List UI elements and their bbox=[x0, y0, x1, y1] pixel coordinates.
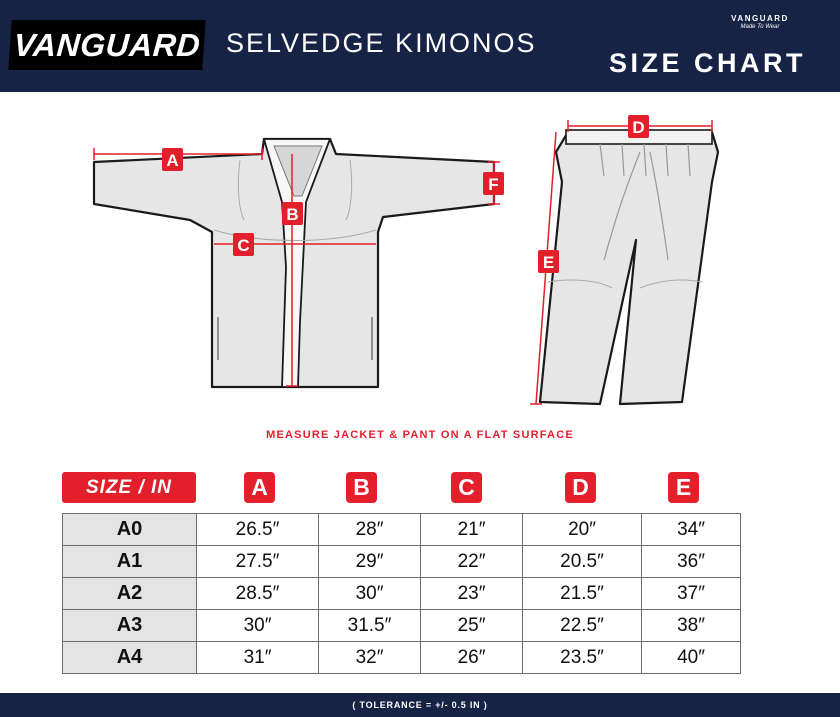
garment-diagram bbox=[0, 92, 840, 422]
svg-text:D: D bbox=[632, 118, 645, 137]
column-badge-c: C bbox=[451, 472, 482, 503]
brand-tagline: Made To Wear bbox=[740, 24, 780, 30]
table-cell: 21.5″ bbox=[523, 578, 642, 610]
header-banner bbox=[0, 0, 840, 92]
table-cell: 23.5″ bbox=[523, 642, 642, 674]
measurement-instruction: MEASURE JACKET & PANT ON A FLAT SURFACE bbox=[266, 429, 574, 441]
pant-outline bbox=[540, 132, 718, 404]
table-cell: 30″ bbox=[197, 610, 319, 642]
table-cell: 31.5″ bbox=[319, 610, 421, 642]
vanguard-logo: VANGUARD bbox=[8, 20, 205, 70]
table-row bbox=[63, 546, 741, 578]
table-cell: 27.5″ bbox=[197, 546, 319, 578]
table-cell: 28.5″ bbox=[197, 578, 319, 610]
column-badge-a: A bbox=[244, 472, 275, 503]
table-cell: 26.5″ bbox=[197, 514, 319, 546]
table-cell: 36″ bbox=[642, 546, 741, 578]
svg-text:B: B bbox=[286, 205, 299, 224]
tolerance-note: ( TOLERANCE = +/- 0.5 IN ) bbox=[352, 700, 488, 710]
svg-text:F: F bbox=[488, 175, 499, 194]
diagram-label-b bbox=[282, 202, 303, 225]
table-row bbox=[63, 642, 741, 674]
size-cell: A4 bbox=[63, 642, 197, 674]
pant-illustration bbox=[540, 130, 718, 404]
table-cell: 40″ bbox=[642, 642, 741, 674]
table-cell: 20″ bbox=[523, 514, 642, 546]
size-chart-heading: SIZE CHART bbox=[609, 48, 806, 78]
size-cell: A0 bbox=[63, 514, 197, 546]
diagram-label-d bbox=[628, 115, 649, 138]
svg-text:E: E bbox=[542, 253, 555, 272]
size-cell: A2 bbox=[63, 578, 197, 610]
svg-text:C: C bbox=[237, 236, 250, 255]
table-cell: 38″ bbox=[642, 610, 741, 642]
table-cell: 25″ bbox=[421, 610, 523, 642]
size-unit-label: SIZE / IN bbox=[62, 472, 196, 503]
size-cell: A3 bbox=[63, 610, 197, 642]
table-cell: 22″ bbox=[421, 546, 523, 578]
table-row bbox=[63, 578, 741, 610]
table-row bbox=[63, 514, 741, 546]
table-row bbox=[63, 610, 741, 642]
table-cell: 37″ bbox=[642, 578, 741, 610]
table-cell: 30″ bbox=[319, 578, 421, 610]
table-cell: 32″ bbox=[319, 642, 421, 674]
table-cell: 21″ bbox=[421, 514, 523, 546]
table-cell: 26″ bbox=[421, 642, 523, 674]
table-cell: 23″ bbox=[421, 578, 523, 610]
column-badge-d: D bbox=[565, 472, 596, 503]
size-cell: A1 bbox=[63, 546, 197, 578]
jacket-illustration bbox=[94, 139, 494, 387]
table-cell: 34″ bbox=[642, 514, 741, 546]
table-cell: 20.5″ bbox=[523, 546, 642, 578]
column-badge-b: B bbox=[346, 472, 377, 503]
diagram-label-f bbox=[483, 172, 504, 195]
table-cell: 31″ bbox=[197, 642, 319, 674]
size-table bbox=[62, 513, 741, 674]
svg-text:A: A bbox=[166, 151, 179, 170]
column-badge-e: E bbox=[668, 472, 699, 503]
diagram-label-e bbox=[538, 250, 559, 273]
product-title: SELVEDGE KIMONOS bbox=[226, 28, 537, 58]
table-cell: 29″ bbox=[319, 546, 421, 578]
table-cell: 28″ bbox=[319, 514, 421, 546]
table-cell: 22.5″ bbox=[523, 610, 642, 642]
diagram-label-c bbox=[233, 233, 254, 256]
brand-mark: VANGUARD bbox=[731, 14, 789, 23]
diagram-label-a bbox=[162, 148, 183, 171]
